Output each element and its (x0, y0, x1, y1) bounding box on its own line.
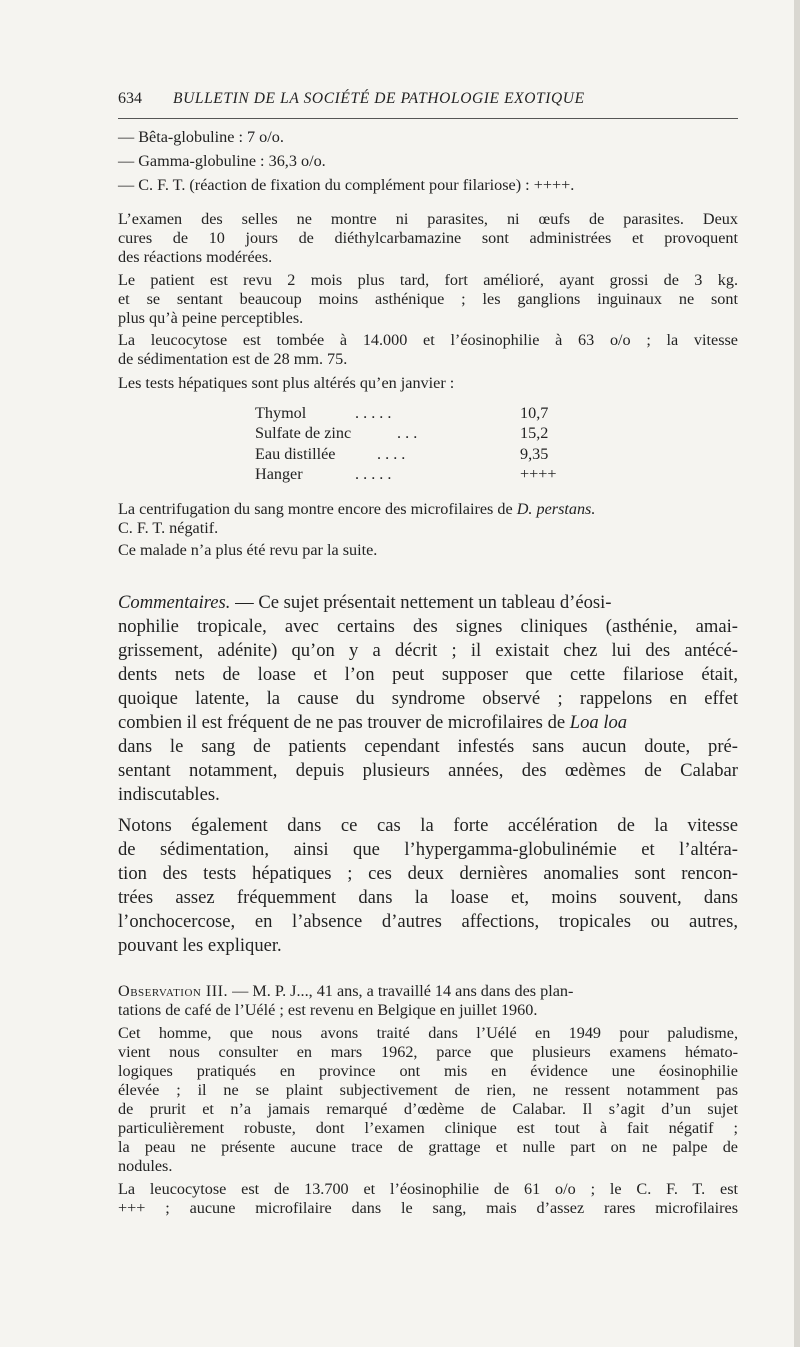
test-label: Hanger (255, 465, 303, 483)
commentaires-line: indiscutables. (118, 784, 220, 805)
paragraph-line: cures de 10 jours de diéthylcarbamazine sont administrées et provoquent (118, 229, 738, 247)
section-title: Commentaires. (118, 592, 231, 613)
test-value: 9,35 (520, 445, 549, 463)
table-row (255, 424, 615, 444)
header-rule (118, 118, 738, 119)
result-gamma-globuline: — Gamma-globuline : 36,3 o/o. (118, 152, 326, 170)
table-row (255, 445, 615, 465)
paragraph-line (118, 500, 738, 519)
commentaires-line: trées assez fréquemment dans la loase et, moins souvent, dans (118, 887, 738, 908)
test-label: Eau distillée (255, 445, 336, 463)
test-value: 10,7 (520, 404, 549, 422)
commentaires-line (118, 711, 738, 735)
commentaires-line: tion des tests hépatiques ; ces deux dernières anomalies sont rencon- (118, 863, 738, 884)
commentaires-line: dans le sang de patients cependant infestés sans aucun doute, pré- (118, 736, 738, 757)
text-run: — Ce sujet présentait nettement un tableau d’éosi- (230, 592, 612, 613)
paragraph-line: plus qu’à peine perceptibles. (118, 309, 304, 327)
observation-line: La leucocytose est de 13.700 et l’éosinophilie de 61 o/o ; le C. F. T. est (118, 1180, 738, 1198)
commentaires-line: sentant notamment, depuis plusieurs années, des œdèmes de Calabar (118, 760, 738, 781)
test-label: Sulfate de zinc (255, 424, 352, 442)
leader-dots: . . . . (377, 445, 406, 463)
commentaires-line: quoique latente, la cause du syndrome observé ; rappelons en effet (118, 688, 738, 709)
section-title: Observation III. (118, 982, 229, 1000)
observation-line: la peau ne présente aucune trace de grattage et nulle part on ne palpe de (118, 1138, 738, 1156)
observation-line: vient nous consulter en mars 1962, parce que plusieurs examens hémato- (118, 1043, 738, 1061)
paragraph-line: de sédimentation est de 28 mm. 75. (118, 350, 348, 368)
observation-line: Cet homme, que nous avons traité dans l’Uélé en 1949 pour paludisme, (118, 1024, 738, 1042)
commentaires-line: l’onchocercose, en l’absence d’autres affections, tropicales ou autres, (118, 911, 738, 932)
test-value: ++++ (520, 465, 557, 483)
paragraph-line: L’examen des selles ne montre ni parasites, ni œufs de parasites. Deux (118, 210, 738, 228)
observation-line: nodules. (118, 1157, 173, 1175)
commentaires-line: de sédimentation, ainsi que l’hypergamma-globulinémie et l’altéra- (118, 839, 738, 860)
commentaires-line (118, 591, 738, 615)
paragraph-line: Les tests hépatiques sont plus altérés qu’en janvier : (118, 374, 455, 392)
running-title: BULLETIN DE LA SOCIÉTÉ DE PATHOLOGIE EXOTIQUE (173, 90, 585, 107)
species-name: D. perstans. (516, 500, 596, 518)
commentaires-line: Notons également dans ce cas la forte accélération de la vitesse (118, 815, 738, 836)
leader-dots: . . . . . (355, 404, 392, 422)
observation-line: +++ ; aucune microfilaire dans le sang, mais d’assez rares microfilaires (118, 1199, 738, 1217)
commentaires-line: grissement, adénite) qu’on y a décrit ; il existait chez lui des antécé- (118, 640, 738, 661)
leader-dots: . . . (397, 424, 418, 442)
test-value: 15,2 (520, 424, 549, 442)
result-beta-globuline: — Bêta-globuline : 7 o/o. (118, 128, 284, 146)
test-label: Thymol (255, 404, 307, 422)
text-run: La centrifugation du sang montre encore des microfilaires de (118, 500, 517, 518)
table-row (255, 404, 615, 424)
paragraph-line: des réactions modérées. (118, 248, 273, 266)
paragraph-line: et se sentant beaucoup moins asthénique ; les ganglions inguinaux ne sont (118, 290, 738, 308)
page-header (118, 90, 738, 116)
species-name: Loa loa (569, 712, 628, 733)
text-run: combien il est fréquent de ne pas trouver de microfilaires de (118, 712, 570, 733)
paragraph-line: Le patient est revu 2 mois plus tard, fort amélioré, ayant grossi de 3 kg. (118, 271, 738, 289)
observation-line: tations de café de l’Uélé ; est revenu en Belgique en juillet 1960. (118, 1001, 538, 1019)
commentaires-line: nophilie tropicale, avec certains des signes cliniques (asthénie, amai- (118, 616, 738, 637)
page-edge (794, 0, 800, 1347)
paragraph-line: Ce malade n’a plus été revu par la suite. (118, 541, 378, 559)
observation-line (118, 982, 738, 1001)
leader-dots: . . . . . (355, 465, 392, 483)
observation-line: logiques pratiqués en province ont mis en évidence une éosinophilie (118, 1062, 738, 1080)
commentaires-line: pouvant les expliquer. (118, 935, 282, 956)
result-cft: — C. F. T. (réaction de fixation du complément pour filariose) : ++++. (118, 176, 575, 194)
paragraph-line: C. F. T. négatif. (118, 519, 219, 537)
observation-line: de prurit et n’a jamais remarqué d’œdème de Calabar. Il s’agit d’un sujet (118, 1100, 738, 1118)
text-run: — M. P. J..., 41 ans, a travaillé 14 ans dans des plan- (228, 982, 574, 1000)
observation-line: élevée ; il ne se plaint subjectivement de rien, ne ressent notamment pas (118, 1081, 738, 1099)
table-row (255, 465, 615, 485)
paragraph-line: La leucocytose est tombée à 14.000 et l’éosinophilie à 63 o/o ; la vitesse (118, 331, 738, 349)
page-number: 634 (118, 90, 142, 107)
observation-line: particulièrement robuste, dont l’examen clinique est tout à fait négatif ; (118, 1119, 738, 1137)
commentaires-line: dents nets de loase et l’on peut supposer que cette filariose était, (118, 664, 738, 685)
